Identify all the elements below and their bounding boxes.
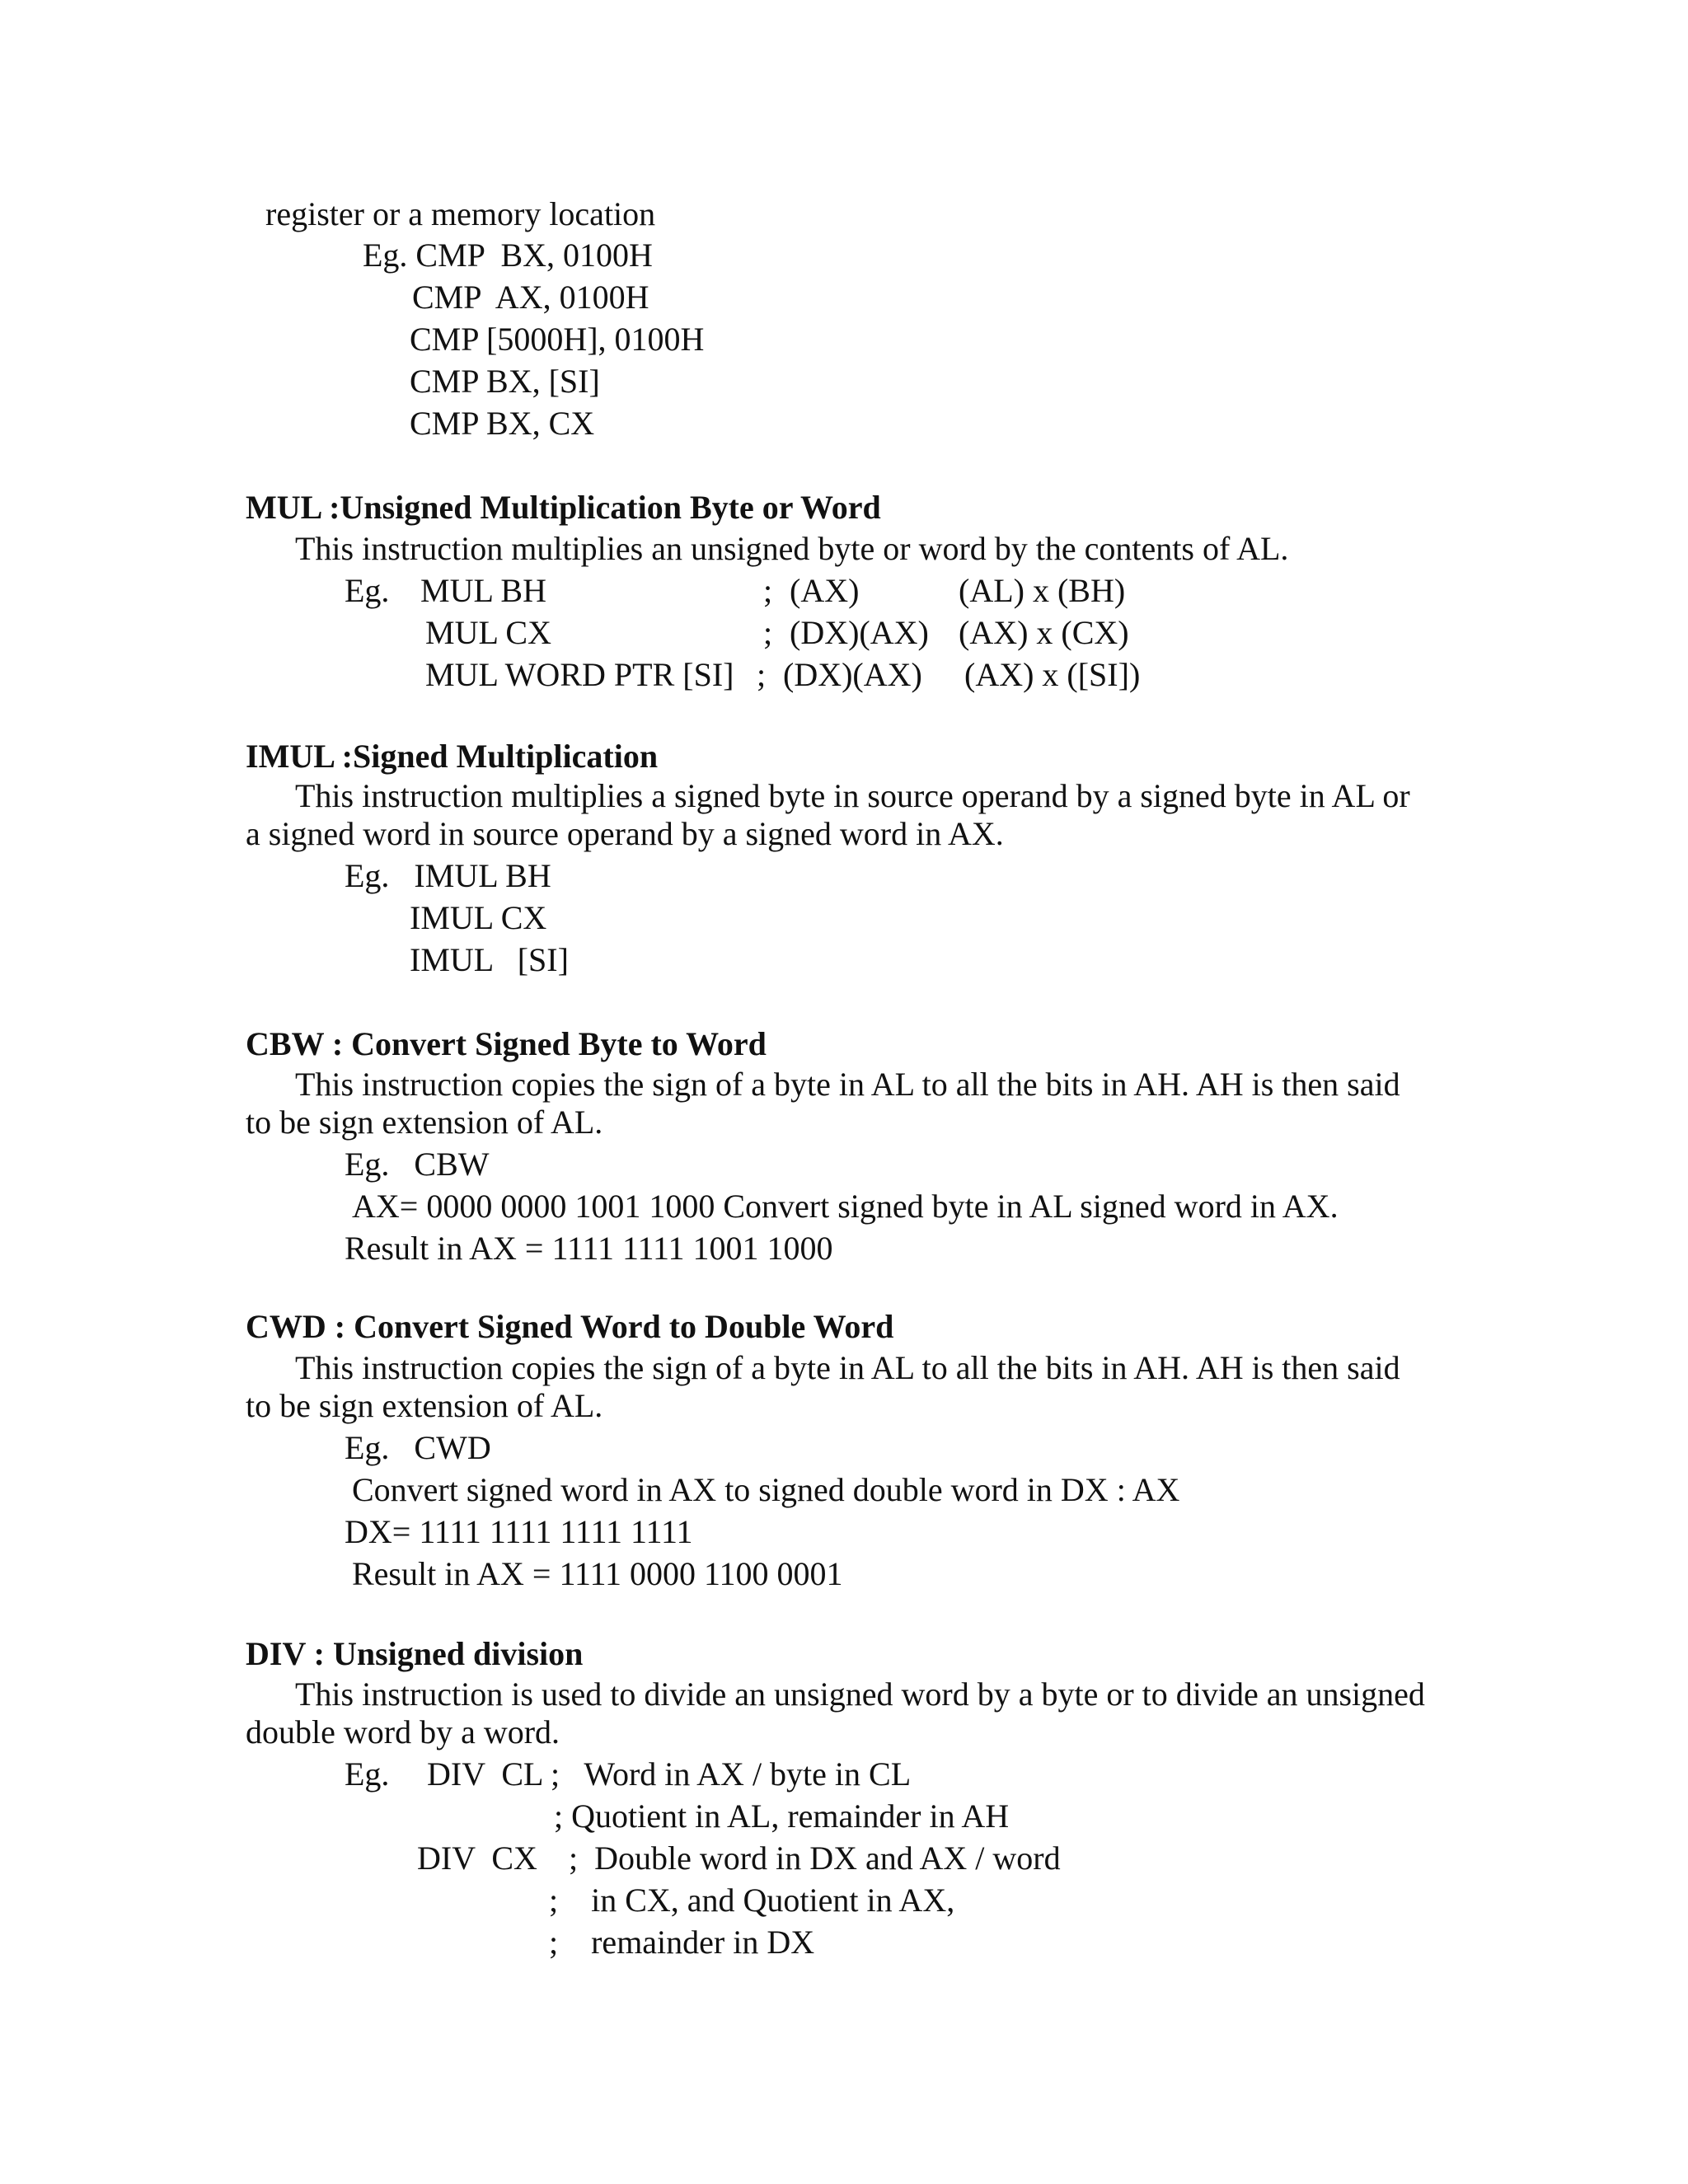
cbw-description-2: to be sign extension of AL.	[246, 1104, 603, 1141]
imul-heading: IMUL :Signed Multiplication	[246, 738, 659, 775]
div-example-1-instr: DIV CL	[427, 1755, 544, 1793]
cwd-example-4: Result in AX = 1111 0000 1100 0001	[352, 1555, 843, 1592]
cwd-description-1: This instruction copies the sign of a byte in AL to all the bits in AH. AH is then said	[295, 1349, 1400, 1386]
div-example-2-instr: DIV CX	[417, 1840, 537, 1877]
div-example-2-comment-2: ; in CX, and Quotient in AX,	[549, 1882, 955, 1919]
div-example-1-comment-2: ; Quotient in AL, remainder in AH	[554, 1797, 1010, 1835]
mul-row-2-instr: MUL CX	[425, 614, 551, 651]
cbw-example-1: Eg. CBW	[345, 1146, 490, 1183]
div-description-2: double word by a word.	[246, 1713, 560, 1750]
imul-example-3: IMUL [SI]	[410, 941, 569, 978]
cwd-example-2: Convert signed word in AX to signed double word in DX : AX	[352, 1471, 1180, 1508]
div-description-1: This instruction is used to divide an unsigned word by a byte or to divide an unsigned	[295, 1675, 1425, 1713]
div-example-1-comment-1: ; Word in AX / byte in CL	[551, 1755, 912, 1793]
mul-row-3-sep: ;	[757, 656, 767, 693]
cbw-example-2: AX= 0000 0000 1001 1000 Convert signed byte in AL signed word in AX.	[352, 1188, 1339, 1225]
cmp-example-2: CMP AX, 0100H	[412, 279, 649, 316]
cwd-example-1: Eg. CWD	[345, 1429, 491, 1466]
div-heading: DIV : Unsigned division	[246, 1635, 584, 1672]
mul-row-1-expr: (AL) x (BH)	[959, 572, 1126, 609]
cmp-example-3: CMP [5000H], 0100H	[410, 321, 705, 358]
mul-row-1-instr: MUL BH	[420, 572, 546, 609]
div-example-2-comment-1: ; Double word in DX and AX / word	[569, 1840, 1061, 1877]
mul-row-3-instr: MUL WORD PTR [SI]	[425, 656, 734, 693]
cwd-heading: CWD : Convert Signed Word to Double Word	[246, 1308, 894, 1345]
imul-description-1: This instruction multiplies a signed byte in source operand by a signed byte in AL or	[295, 777, 1410, 814]
mul-row-2-dest: (DX)(AX)	[790, 614, 929, 651]
cbw-example-3: Result in AX = 1111 1111 1001 1000	[345, 1230, 833, 1267]
cbw-heading: CBW : Convert Signed Byte to Word	[246, 1025, 767, 1062]
mul-heading: MUL :Unsigned Multiplication Byte or Word	[246, 489, 881, 526]
mul-description: This instruction multiplies an unsigned byte or word by the contents of AL.	[295, 530, 1289, 567]
cmp-example-5: CMP BX, CX	[410, 405, 595, 442]
div-example-2-comment-3: ; remainder in DX	[549, 1924, 815, 1961]
mul-row-3-dest: (DX)(AX)	[783, 656, 922, 693]
cwd-example-3: DX= 1111 1111 1111 1111	[345, 1513, 693, 1550]
imul-example-2: IMUL CX	[410, 899, 547, 936]
mul-row-2-expr: (AX) x (CX)	[959, 614, 1129, 651]
cwd-description-2: to be sign extension of AL.	[246, 1387, 603, 1424]
div-eg-label: Eg.	[345, 1755, 390, 1793]
cmp-intro: register or a memory location	[265, 195, 656, 232]
mul-row-3-expr: (AX) x ([SI])	[964, 656, 1141, 693]
cbw-description-1: This instruction copies the sign of a byte in AL to all the bits in AH. AH is then said	[295, 1066, 1400, 1103]
mul-row-2-sep: ;	[763, 614, 773, 651]
imul-description-2: a signed word in source operand by a signed word in AX.	[246, 815, 1004, 852]
cmp-example-4: CMP BX, [SI]	[410, 363, 600, 400]
imul-example-1: Eg. IMUL BH	[345, 857, 551, 894]
cmp-example-1: Eg. CMP BX, 0100H	[363, 237, 653, 274]
mul-row-1-sep: ;	[763, 572, 773, 609]
mul-eg-label: Eg.	[345, 572, 390, 609]
mul-row-1-dest: (AX)	[790, 572, 860, 609]
